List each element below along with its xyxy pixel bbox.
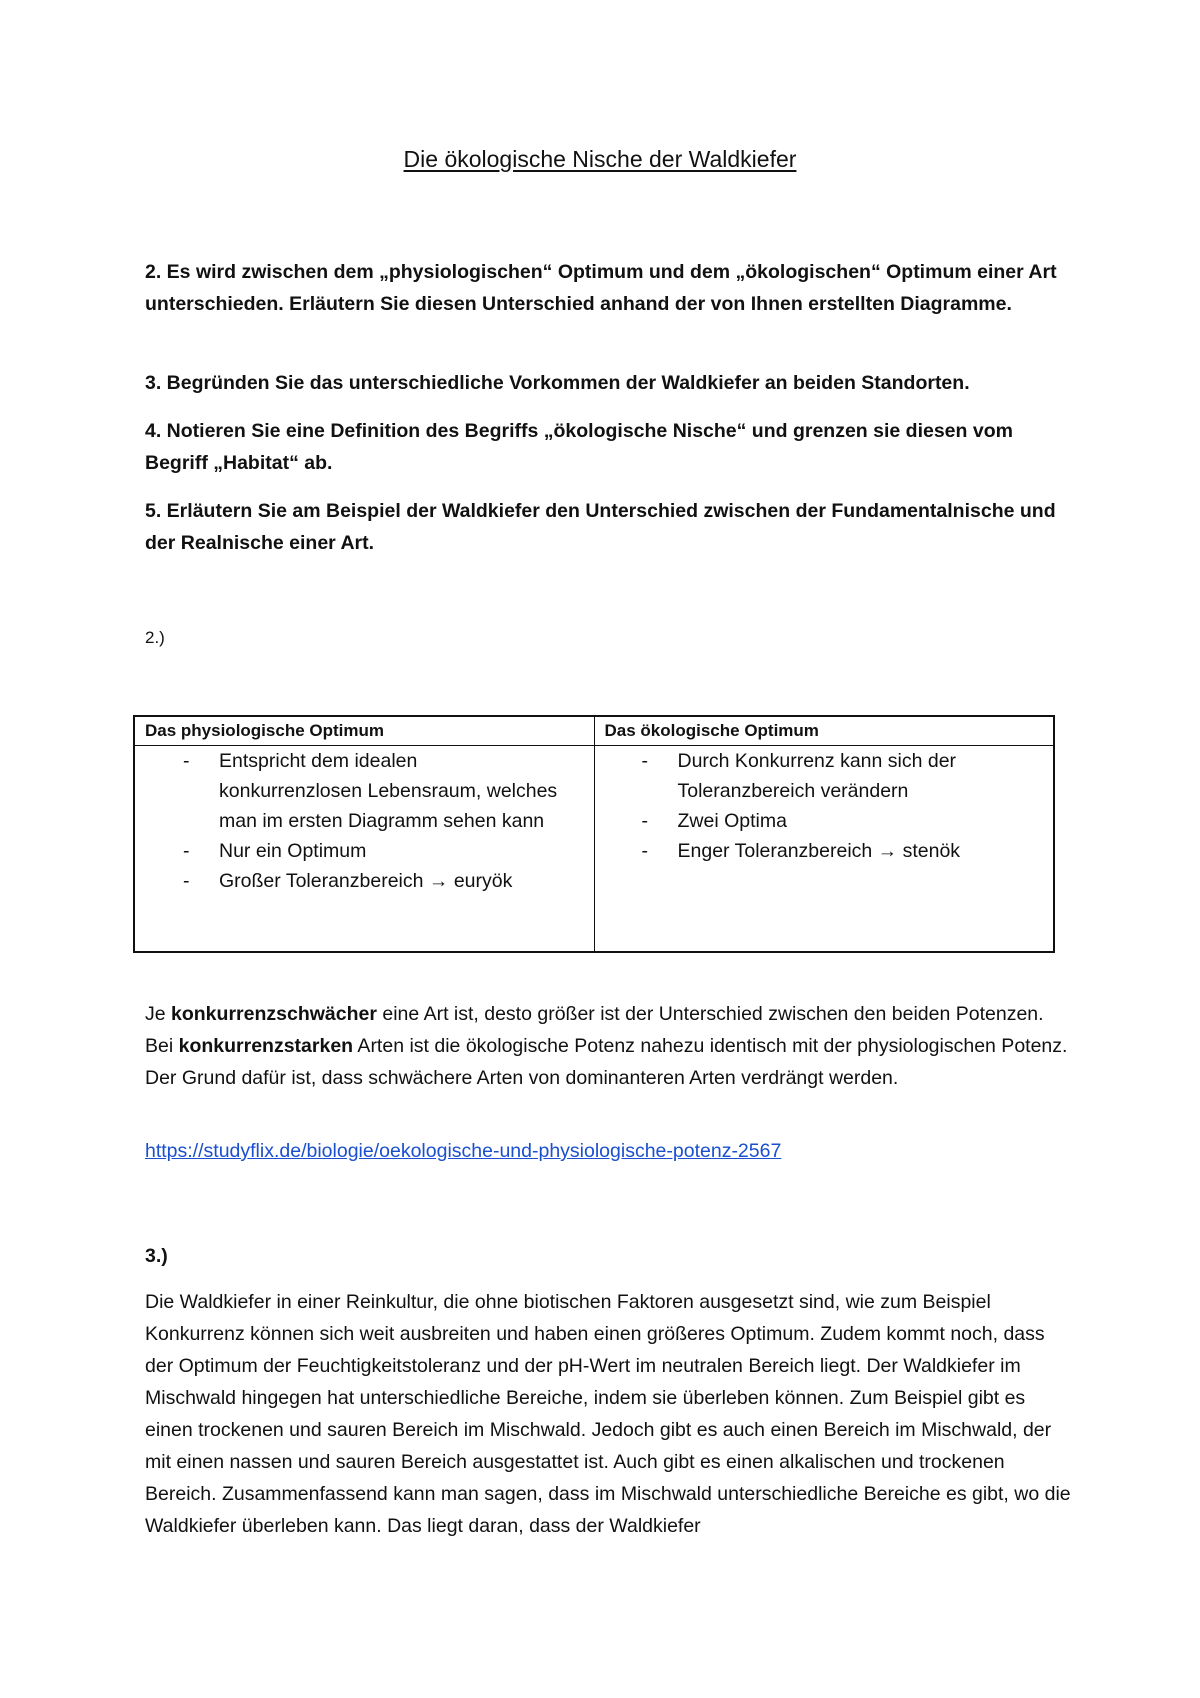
table-row [134,746,1054,953]
paragraph-text: eine Art ist, desto größer ist der Unterschied zwischen den beiden Potenzen. Bei [145,1003,1044,1057]
table-header-ecological: Das ökologische Optimum [594,716,1054,746]
answer-2-paragraph [145,998,1075,1094]
paragraph-text: Je [145,1003,172,1025]
answer-3-paragraph: Die Waldkiefer in einer Reinkultur, die ohne biotischen Faktoren ausgesetzt sind, wie zum Beispiel Konkurrenz können sich weit ausbreiten und haben einen größeres Optimum. Zudem kommt noch, dass der Optimum der Feuchtigkeitstoleranz und der pH-Wert im neutralen Bereich liegt. Der Waldkiefer im Mischwald hingegen hat unterschiedliche Bereiche, indem sie überleben können. Zum Beispiel gibt es einen trockenen und sauren Bereich im Mischwald. Jedoch gibt es auch einen Bereich im Mischwald, der mit einen nassen und sauren Bereich ausgestattet ist. Auch gibt es einen alkalischen und trockenen Bereich. Zusammenfassend kann man sagen, dass im Mischwald unterschiedliche Bereiche es gibt, wo die Waldkiefer überleben kann. Das liegt daran, dass der Waldkiefer [145,1291,1071,1537]
list-item: - Durch Konkurrenz kann sich der Toleranzbereich verändern [678,746,1054,806]
task-4: 4. Notieren Sie eine Definition des Begriffs „ökologische Nische“ und grenzen sie diesen vom Begriff „Habitat“ ab. [145,420,1013,474]
emphasis-text: konkurrenzstarken [178,1035,354,1057]
emphasis-text: konkurrenzschwächer [171,1003,377,1025]
table-cell-ecological [594,746,1054,953]
answer-2-label: 2.) [145,628,165,647]
list-item: - Enger Toleranzbereich → stenök [678,836,1054,866]
task-3: 3. Begründen Sie das unterschiedliche Vorkommen der Waldkiefer an beiden Standorten. [145,372,970,394]
physiological-list [135,746,594,896]
list-item: - Nur ein Optimum [219,836,594,866]
table-cell-physiological [134,746,594,953]
list-item: - Zwei Optima [678,806,1054,836]
task-5: 5. Erläutern Sie am Beispiel der Waldkiefer den Unterschied zwischen der Fundamentalnische und der Realnische einer Art. [145,500,1056,554]
list-item: - Großer Toleranzbereich → euryök [219,866,594,896]
ecological-list [595,746,1054,866]
list-item: - Entspricht dem idealen konkurrenzlosen Lebensraum, welches man im ersten Diagramm sehen kann [219,746,594,836]
table-header-row [134,716,1054,746]
page-title: Die ökologische Nische der Waldkiefer [403,146,797,172]
task-2: 2. Es wird zwischen dem „physiologischen“ Optimum und dem „ökologischen“ Optimum einer Art unterschieden. Erläutern Sie diesen Unterschied anhand der von Ihnen erstellten Diagramme. [145,261,1057,315]
studyflix-link[interactable]: https://studyflix.de/biologie/oekologische-und-physiologische-potenz-2567 [145,1140,782,1162]
paragraph-text: Arten ist die ökologische Potenz nahezu identisch mit der physiologischen Potenz. Der Grund dafür ist, dass schwächere Arten von dominanteren Arten verdrängt werden. [145,1035,1068,1089]
table-header-physiological: Das physiologische Optimum [134,716,594,746]
answer-3-label: 3.) [145,1245,168,1267]
optimum-table [133,715,1055,953]
